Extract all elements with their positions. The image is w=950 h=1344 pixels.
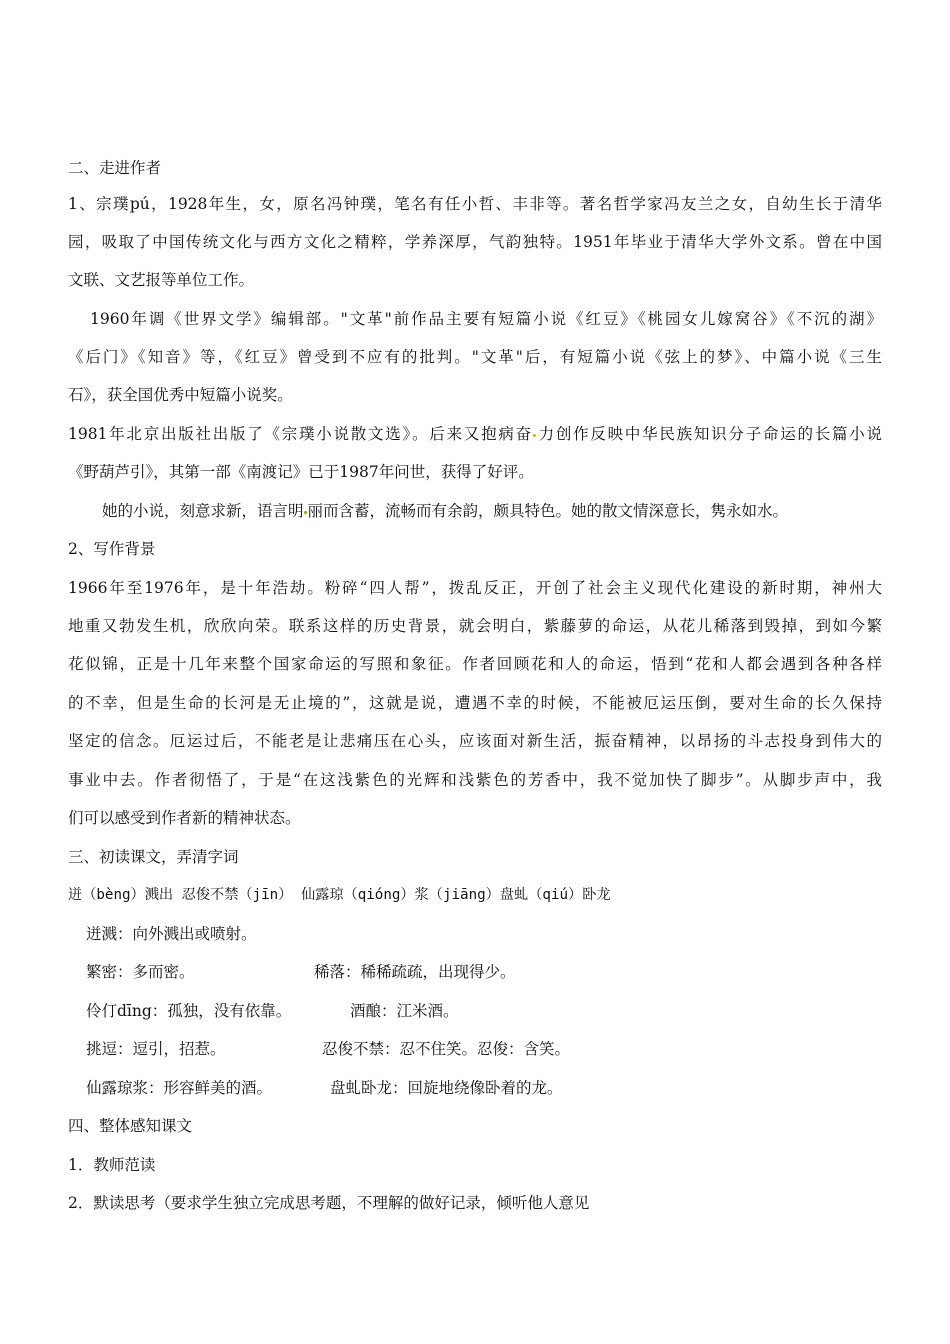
background-line-2: 地重又勃发生机，欣欣向荣。联系这样的历史背景，就会明白，紫藤萝的命运，从花儿稀落到毁掉，到如今繁 [68,617,882,635]
style-summary-line [102,501,788,521]
background-line-7: 们可以感受到作者新的精神状态。 [68,809,301,827]
author-bio-line-2: 园，吸取了中国传统文化与西方文化之精粹，学养深厚，气韵独特。1951年毕业于清华大学外文系。曾在中国 [68,233,882,251]
vocab-panqiuwolong: 盘虬卧龙：回旋地绕像卧着的龙。 [330,1079,563,1097]
background-line-4: 的不幸，但是生命的长河是无止境的”，这就是说，遭遇不幸的时候，不能被厄运压倒，要对生命的长久保持 [68,694,882,712]
vocab-fanmi: 繁密：多而密。 [86,963,195,981]
author-bio-line-1: 1、宗璞pú，1928年生，女，原名冯钟璞，笔名有任小哲、丰非等。著名哲学家冯友兰之女，自幼生长于清华 [68,195,882,213]
overview-item-1: 1．教师范读 [68,1156,156,1174]
section-heading-author: 二、走进作者 [68,159,162,177]
style-summary-text-b: 丽而含蓄，流畅而有余韵，颇具特色。她的散文情深意长，隽永如水。 [307,502,789,520]
works-line-3: 石》，获全国优秀中短篇小说奖。 [68,386,293,404]
section-heading-background: 2、写作背景 [68,540,156,558]
vocab-xianluqiongjiang: 仙露琼浆：形容鲜美的酒。 [86,1079,273,1097]
background-line-1: 1966年至1976年，是十年浩劫。粉碎“四人帮”，拨乱反正，开创了社会主义现代化建设的新时期，神州大 [68,579,882,597]
vocab-renjunbujin: 忍俊不禁：忍不住笑。忍俊：含笑。 [322,1040,571,1058]
later-works-text-a: 1981年北京出版社出版了《宗璞小说散文选》。后来又抱病奋 [68,425,533,443]
later-works-line-2: 《野葫芦引》，其第一部《南渡记》已于1987年问世，获得了好评。 [68,463,534,481]
works-line-2: 《后门》《知音》等，《红豆》曾受到不应有的批判。"文革"后，有短篇小说《弦上的梦》、中篇小说《三生 [68,348,882,366]
section-heading-vocabulary: 三、初读课文，弄清字词 [68,848,239,866]
style-summary-text-a: 她的小说，刻意求新，语言明 [102,502,304,520]
background-line-5: 坚定的信念。厄运过后，不能老是让悲痛压在心头，应该面对新生活，振奋精神，以昂扬的斗志投身到伟大的 [68,732,882,750]
vocab-jiuniang: 酒酿：江米酒。 [350,1002,459,1020]
author-bio-line-3: 文联、文艺报等单位工作。 [68,271,255,289]
overview-item-2: 2．默读思考（要求学生独立完成思考题，不理解的做好记录，倾听他人意见 [68,1194,590,1212]
later-works-line-1 [68,424,882,444]
works-line-1: 1960年调《世界文学》编辑部。"文革"前作品主要有短篇小说《红豆》《桃园女儿嫁窝谷》《不沉的湖》 [90,310,882,328]
vocab-bengjian: 迸溅：向外溅出或喷射。 [86,925,257,943]
vocab-lingding: 伶仃dīng：孤独，没有依靠。 [86,1002,292,1020]
pinyin-line: 迸（bèng）溅出 忍俊不禁（jīn） 仙露琼（qióng）浆（jiāng）盘虬（qiú）卧龙 [68,887,611,903]
vocab-xiluo: 稀落：稀稀疏疏，出现得少。 [314,963,516,981]
background-line-3: 花似锦，正是十几年来整个国家命运的写照和象征。作者回顾花和人的命运，悟到“花和人都会遇到各种各样 [68,655,882,673]
section-heading-overview: 四、整体感知课文 [68,1117,193,1135]
background-line-6: 事业中去。作者彻悟了，于是“在这浅紫色的光辉和浅紫色的芳香中，我不觉加快了脚步”。从脚步声中，我 [68,771,882,789]
later-works-text-b: 力创作反映中华民族知识分子命运的长篇小说 [536,425,882,443]
vocab-tiaodou: 挑逗：逗引，招惹。 [86,1040,226,1058]
